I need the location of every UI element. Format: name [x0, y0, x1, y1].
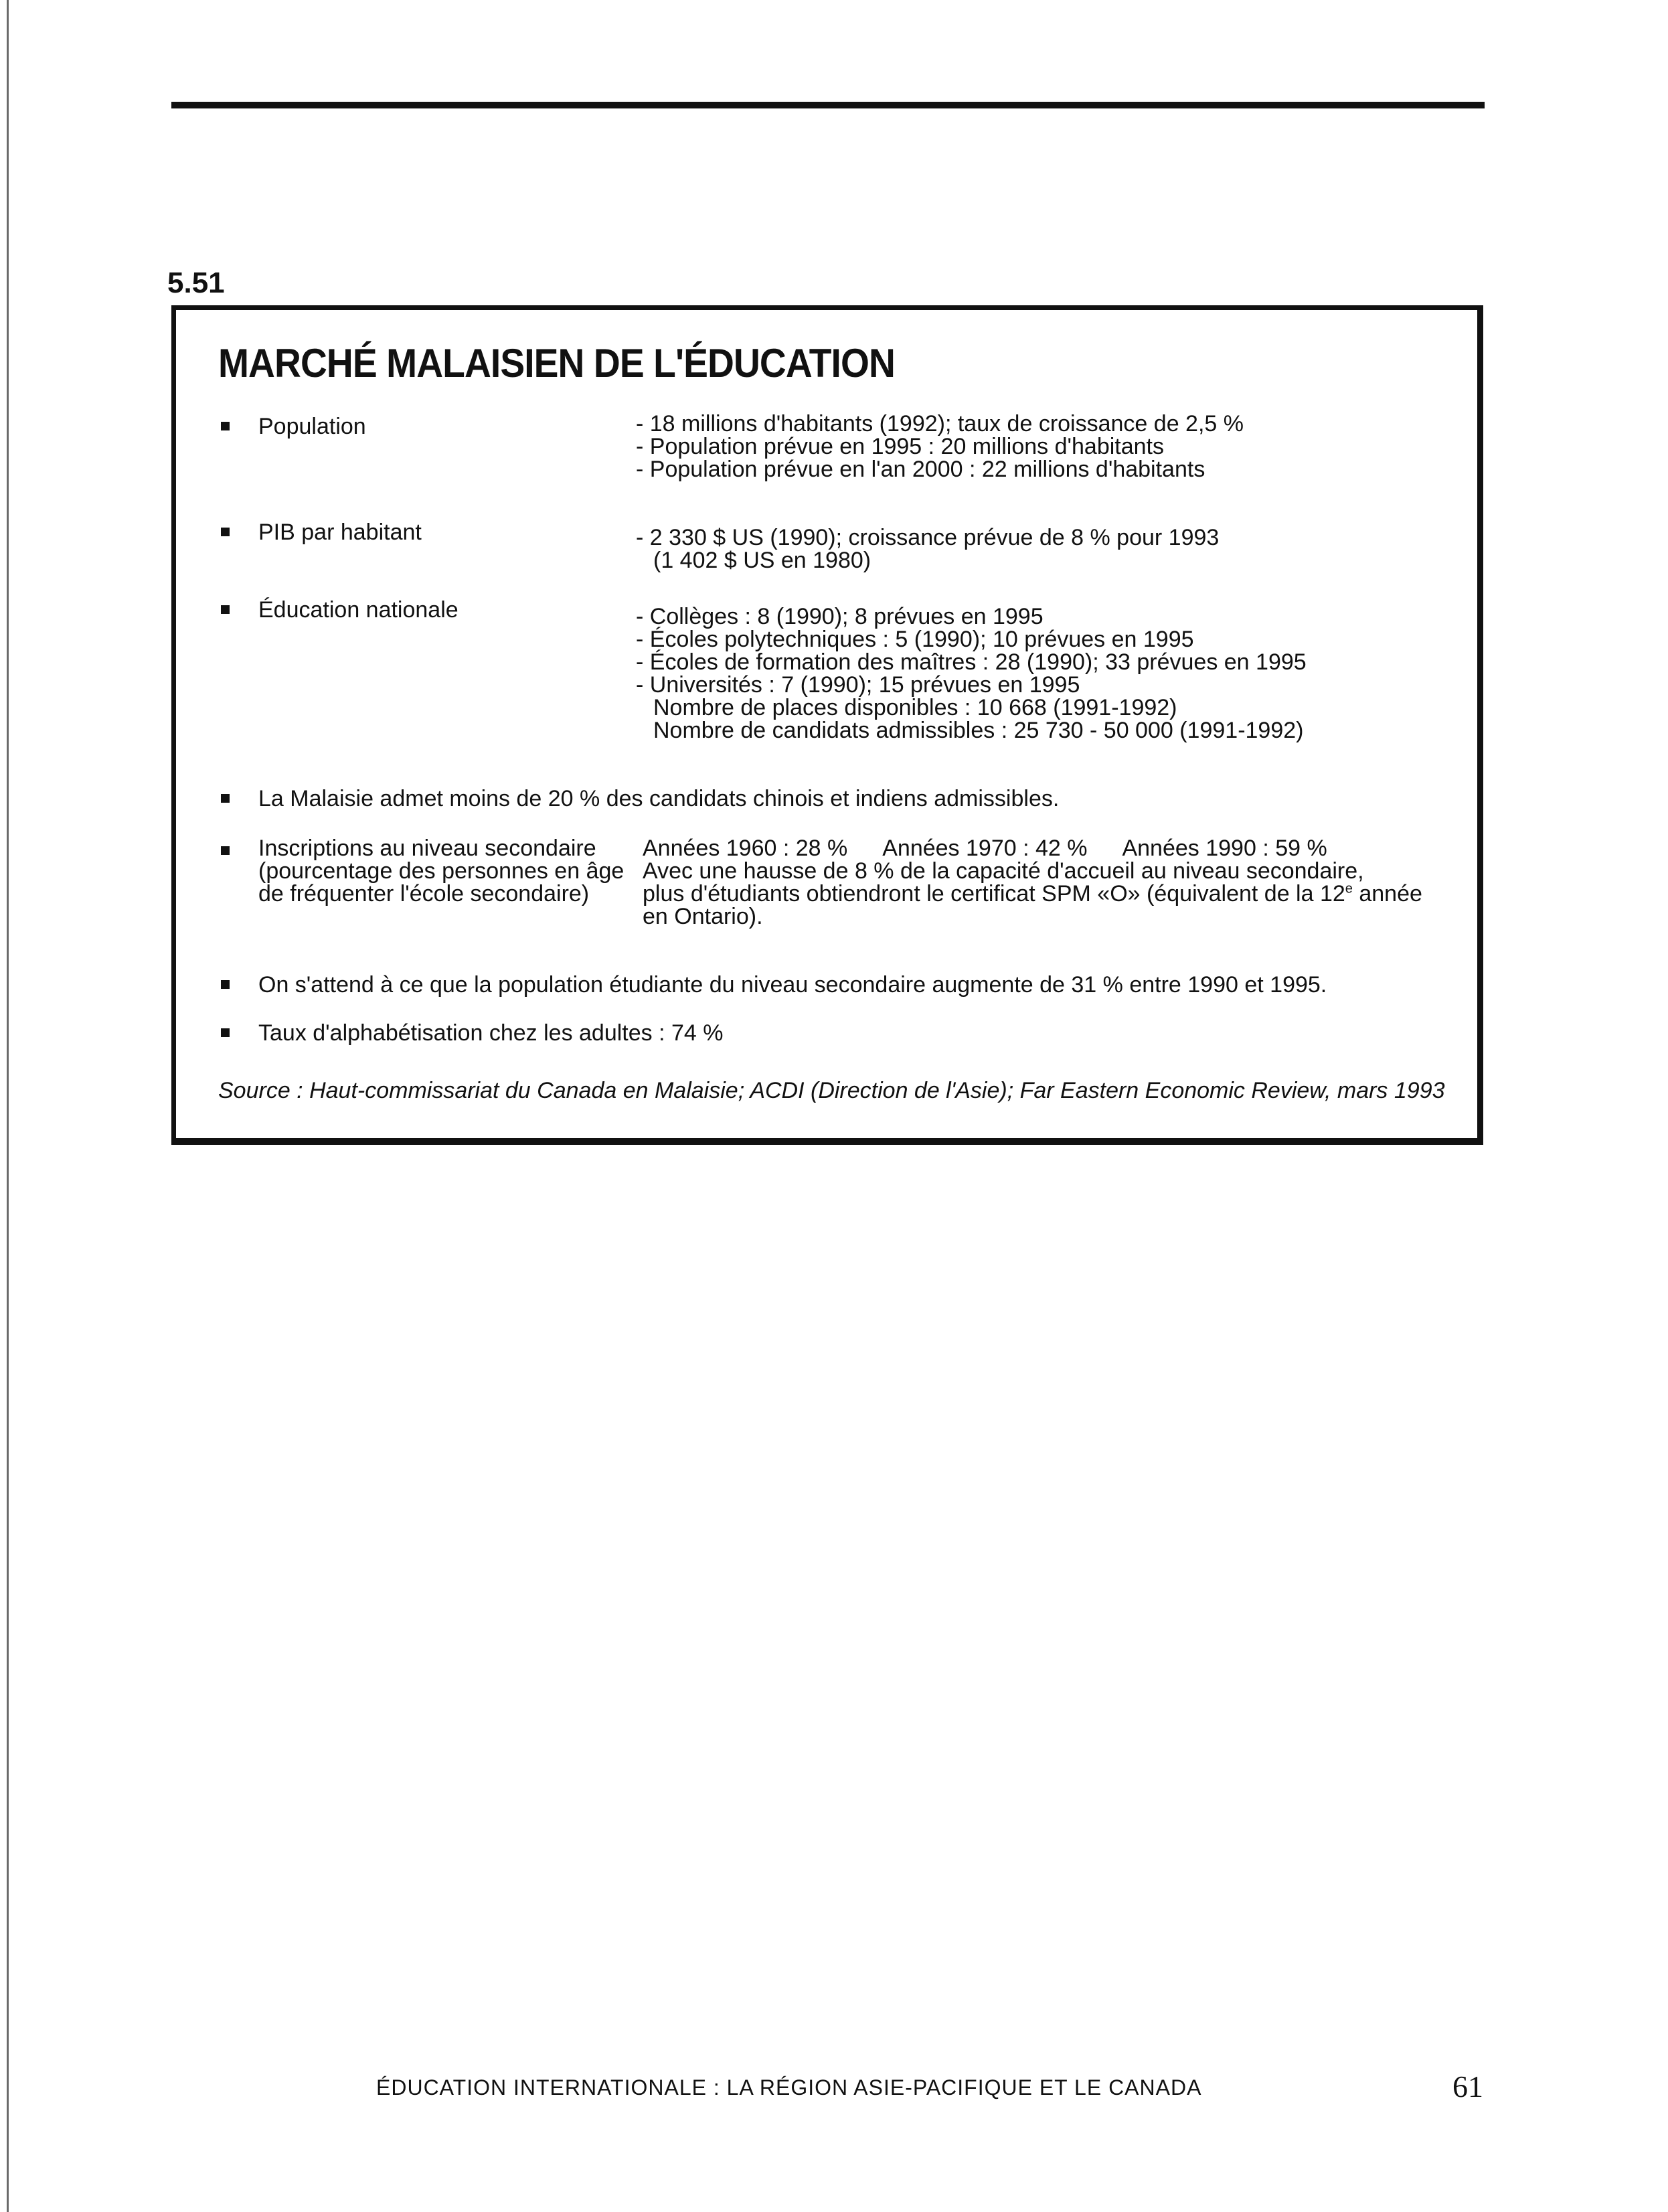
bullet-icon — [221, 846, 230, 855]
item-label: Population — [258, 414, 366, 439]
footer-title: ÉDUCATION INTERNATIONALE : LA RÉGION ASIE-PACIFIQUE ET LE CANADA — [376, 2075, 1202, 2100]
bullet-icon — [221, 980, 230, 989]
item-label: Éducation nationale — [258, 597, 458, 623]
item-details — [643, 837, 1422, 928]
page-edge-line — [7, 0, 9, 2212]
bullet-icon — [221, 605, 230, 614]
detail-line: - Population prévue en 1995 : 20 millions d'habitants — [636, 434, 1165, 459]
detail-line: (1 402 $ US en 1980) — [653, 548, 871, 573]
bullet-icon — [221, 1028, 230, 1037]
detail-line: en Ontario). — [643, 904, 763, 929]
detail-line: - Écoles polytechniques : 5 (1990); 10 prévues en 1995 — [636, 627, 1194, 652]
detail-line: - 2 330 $ US (1990); croissance prévue de 8 % pour 1993 — [636, 525, 1220, 550]
enrolment-1990: Années 1990 : 59 % — [1122, 836, 1327, 861]
detail-line: - Population prévue en l'an 2000 : 22 millions d'habitants — [636, 457, 1205, 482]
bullet-icon — [221, 528, 230, 536]
detail-line: Nombre de places disponibles : 10 668 (1991-1992) — [653, 695, 1177, 720]
detail-line: - 18 millions d'habitants (1992); taux de croissance de 2,5 % — [636, 411, 1244, 437]
item-label: PIB par habitant — [258, 520, 422, 545]
item-details — [636, 605, 1307, 742]
label-line: (pourcentage des personnes en âge — [258, 858, 624, 884]
label-line: de fréquenter l'école secondaire) — [258, 881, 590, 906]
detail-line: - Écoles de formation des maîtres : 28 (1990); 33 prévues en 1995 — [636, 649, 1307, 675]
top-rule — [171, 102, 1485, 108]
item-text: La Malaisie admet moins de 20 % des candidats chinois et indiens admissibles. — [258, 786, 1060, 811]
bullet-icon — [221, 422, 230, 430]
box-title: MARCHÉ MALAISIEN DE L'ÉDUCATION — [218, 341, 895, 386]
detail-line: - Collèges : 8 (1990); 8 prévues en 1995 — [636, 604, 1044, 629]
label-line: Inscriptions au niveau secondaire — [258, 836, 596, 861]
item-text: On s'attend à ce que la population étudiante du niveau secondaire augmente de 31 % entre 1990 et 1995. — [258, 972, 1327, 998]
bullet-icon — [221, 794, 230, 803]
item-label — [258, 837, 624, 905]
detail-line: Nombre de candidats admissibles : 25 730 - 50 000 (1991-1992) — [653, 718, 1304, 743]
enrolment-years — [643, 837, 1422, 860]
source-note: Source : Haut-commissariat du Canada en Malaisie; ACDI (Direction de l'Asie); Far Eastern Economic Review, mars 1993 — [218, 1078, 1445, 1103]
detail-line: - Universités : 7 (1990); 15 prévues en 1995 — [636, 672, 1080, 698]
item-text: Taux d'alphabétisation chez les adultes : 74 % — [258, 1020, 724, 1046]
enrolment-1960: Années 1960 : 28 % — [643, 836, 848, 861]
detail-line: plus d'étudiants obtiendront le certificat SPM «O» (équivalent de la 12e année — [643, 881, 1422, 906]
section-number: 5.51 — [167, 266, 225, 299]
enrolment-1970: Années 1970 : 42 % — [882, 836, 1088, 861]
item-details — [636, 526, 1219, 572]
superscript-e: e — [1345, 881, 1353, 896]
page-number: 61 — [1452, 2069, 1483, 2104]
item-details — [636, 412, 1244, 481]
detail-line: Avec une hausse de 8 % de la capacité d'accueil au niveau secondaire, — [643, 858, 1364, 884]
